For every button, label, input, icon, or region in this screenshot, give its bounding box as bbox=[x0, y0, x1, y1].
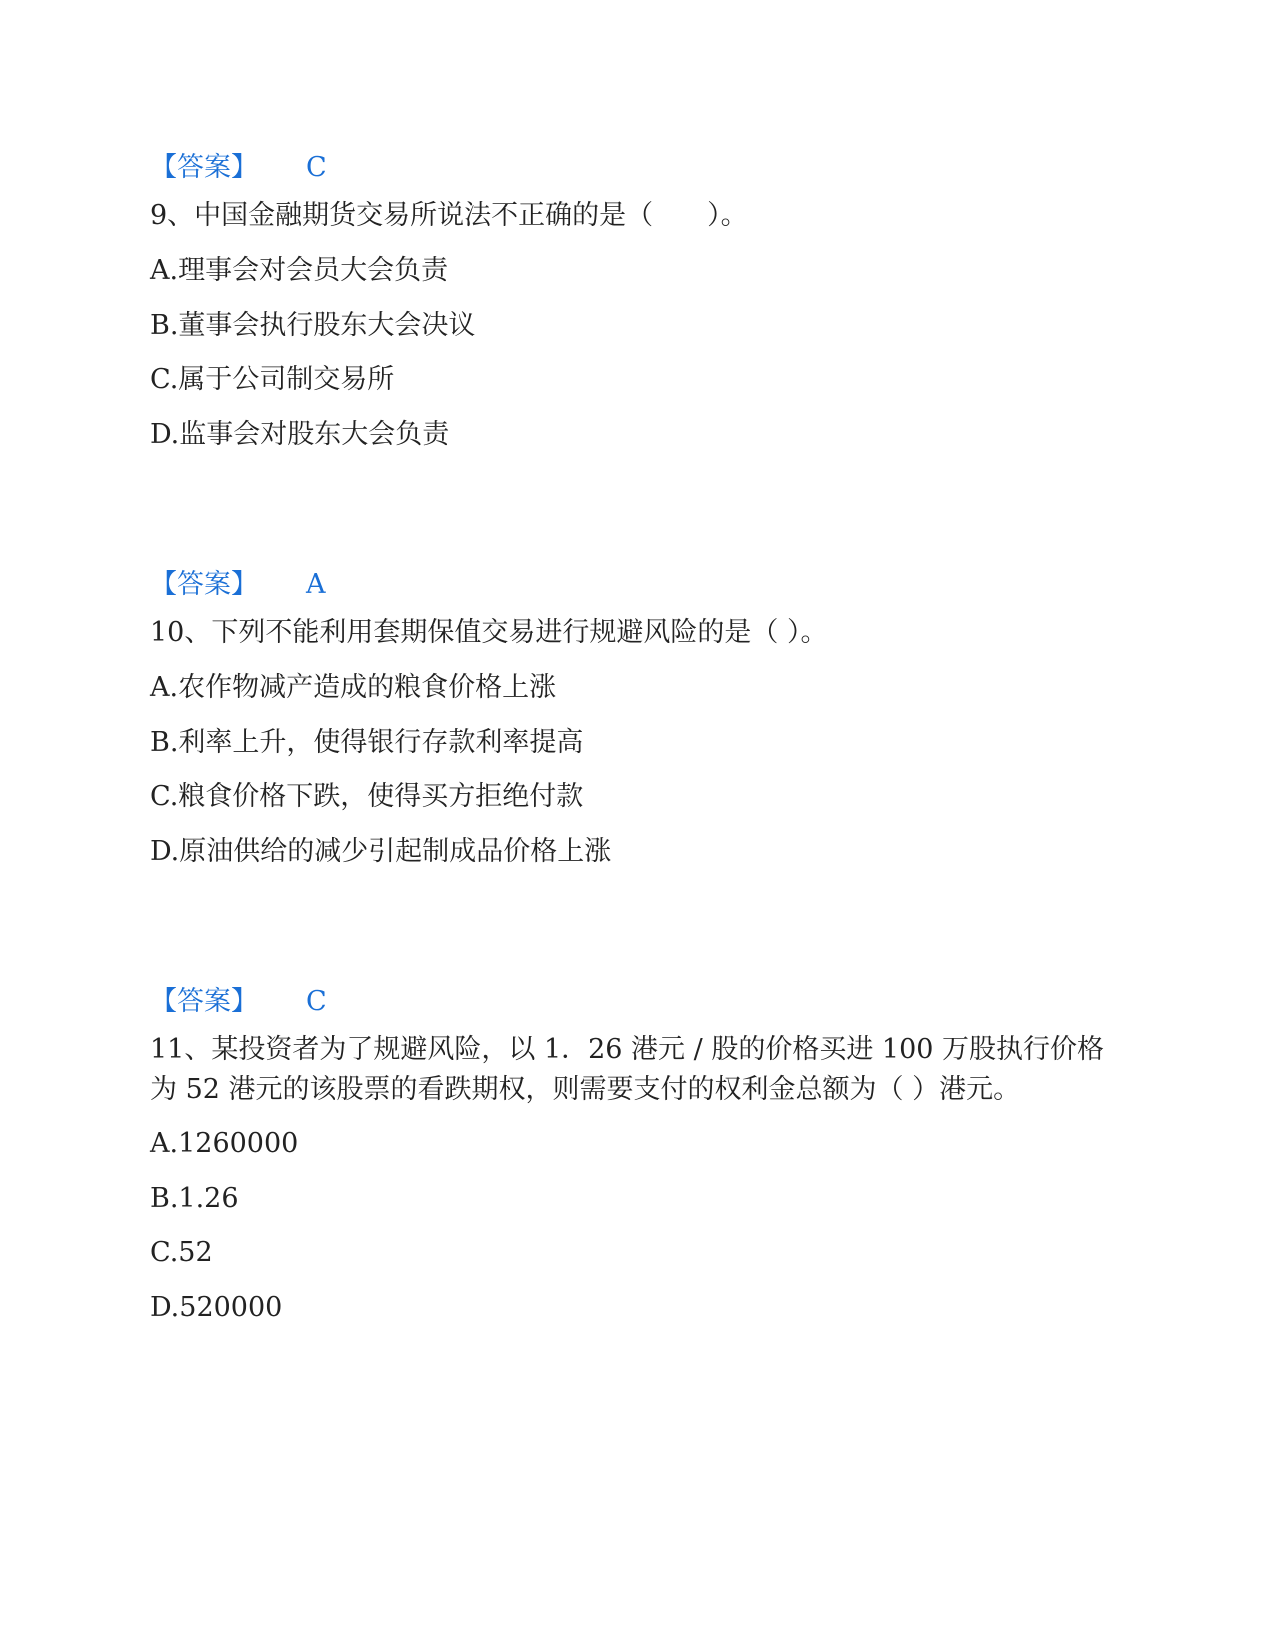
answer-line bbox=[150, 565, 1130, 605]
question-9 bbox=[150, 196, 1130, 236]
question-block-9 bbox=[150, 148, 1130, 188]
question-text: 9、中国金融期货交易所说法不正确的是（ ）。 bbox=[150, 200, 748, 231]
answer-line bbox=[150, 982, 1130, 1022]
option-text: A.1260000 bbox=[150, 1128, 299, 1159]
option-text: A.农作物减产造成的粮食价格上涨 bbox=[150, 672, 557, 703]
option-11-b bbox=[150, 1179, 1130, 1219]
question-block-10 bbox=[150, 565, 1130, 605]
answer-label: 【答案】 bbox=[150, 569, 258, 600]
option-10-a bbox=[150, 668, 1130, 708]
option-text: C.属于公司制交易所 bbox=[150, 364, 395, 395]
answer-value: C bbox=[306, 986, 327, 1017]
option-text: B.利率上升，使得银行存款利率提高 bbox=[150, 727, 584, 758]
option-text: D.520000 bbox=[150, 1292, 283, 1323]
option-10-c bbox=[150, 777, 1130, 817]
option-text: A.理事会对会员大会负责 bbox=[150, 255, 449, 286]
answer-label: 【答案】 bbox=[150, 152, 258, 183]
option-text: D.原油供给的减少引起制成品价格上涨 bbox=[150, 836, 612, 867]
question-block-11 bbox=[150, 982, 1130, 1022]
option-11-d bbox=[150, 1288, 1130, 1328]
option-11-a bbox=[150, 1124, 1130, 1164]
answer-value: A bbox=[306, 569, 326, 600]
answer-line bbox=[150, 148, 1130, 188]
question-text: 11、某投资者为了规避风险，以 1．26 港元 / 股的价格买进 100 万股执行价格为 52 港元的该股票的看跌期权，则需要支付的权利金总额为（ ）港元。 bbox=[150, 1034, 1105, 1105]
option-9-d bbox=[150, 415, 1130, 455]
question-11 bbox=[150, 1030, 1110, 1110]
option-9-b bbox=[150, 306, 1130, 346]
option-text: C.52 bbox=[150, 1237, 213, 1268]
option-11-c bbox=[150, 1233, 1130, 1273]
question-text: 10、下列不能利用套期保值交易进行规避风险的是（ ）。 bbox=[150, 617, 828, 648]
option-10-b bbox=[150, 723, 1130, 763]
answer-value: C bbox=[306, 152, 327, 183]
option-text: D.监事会对股东大会负责 bbox=[150, 419, 450, 450]
question-10 bbox=[150, 613, 1130, 653]
option-9-a bbox=[150, 251, 1130, 291]
option-10-d bbox=[150, 832, 1130, 872]
option-text: C.粮食价格下跌，使得买方拒绝付款 bbox=[150, 781, 584, 812]
option-text: B.1.26 bbox=[150, 1183, 239, 1214]
answer-label: 【答案】 bbox=[150, 986, 258, 1017]
option-text: B.董事会执行股东大会决议 bbox=[150, 310, 476, 341]
option-9-c bbox=[150, 360, 1130, 400]
